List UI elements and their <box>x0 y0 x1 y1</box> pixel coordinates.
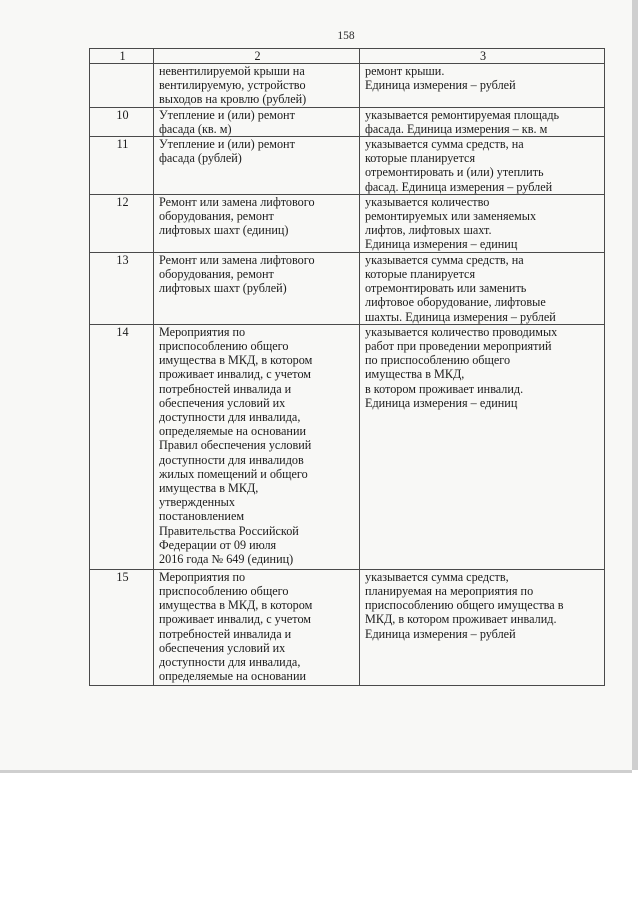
table-row <box>90 252 605 324</box>
row-number: 12 <box>90 194 154 252</box>
column-header: 3 <box>360 49 605 64</box>
row-number: 13 <box>90 252 154 324</box>
indicator-name: Мероприятия по приспособлению общего имущества в МКД, в котором проживает инвалид, с учетом потребностей инвалида и обеспечения условий их доступности для инвалида, определяемые на основании <box>154 569 360 685</box>
table-row <box>90 569 605 685</box>
indicator-name: Ремонт или замена лифтового оборудования, ремонт лифтовых шахт (единиц) <box>154 194 360 252</box>
row-number: 15 <box>90 569 154 685</box>
indicator-name: невентилируемой крыши на вентилируемую, устройство выходов на кровлю (рублей) <box>154 64 360 108</box>
page-number: 158 <box>337 30 355 42</box>
row-number: 14 <box>90 324 154 569</box>
indicator-description: ремонт крыши. Единица измерения – рублей <box>360 64 605 108</box>
column-header: 2 <box>154 49 360 64</box>
indicator-name: Утепление и (или) ремонт фасада (кв. м) <box>154 107 360 136</box>
indicator-description: указывается сумма средств, на которые планируется отремонтировать и (или) утеплить фасад. Единица измерения – рублей <box>360 137 605 195</box>
table-row <box>90 194 605 252</box>
indicator-name: Утепление и (или) ремонт фасада (рублей) <box>154 137 360 195</box>
table-row <box>90 137 605 195</box>
indicator-description: указывается сумма средств, на которые планируется отремонтировать или заменить лифтовое оборудование, лифтовые шахты. Единица измерения – рублей <box>360 252 605 324</box>
row-number <box>90 64 154 108</box>
indicator-description: указывается количество ремонтируемых или заменяемых лифтов, лифтовых шахт. Единица измерения – единиц <box>360 194 605 252</box>
indicator-description: указывается сумма средств, планируемая на мероприятия по приспособлению общего имущества в МКД, в котором проживает инвалид. Единица измерения – рублей <box>360 569 605 685</box>
indicators-table <box>89 48 605 686</box>
row-number: 11 <box>90 137 154 195</box>
indicator-description: указывается количество проводимых работ при проведении мероприятий по приспособлению общего имущества в МКД, в котором проживает инвалид. Единица измерения – единиц <box>360 324 605 569</box>
indicator-name: Ремонт или замена лифтового оборудования, ремонт лифтовых шахт (рублей) <box>154 252 360 324</box>
row-number: 10 <box>90 107 154 136</box>
indicator-description: указывается ремонтируемая площадь фасада. Единица измерения – кв. м <box>360 107 605 136</box>
table-header-row <box>90 49 605 64</box>
indicator-name: Мероприятия по приспособлению общего имущества в МКД, в котором проживает инвалид, с учетом потребностей инвалида и обеспечения условий их доступности для инвалида, определяемые на основании Правил обеспечения условий доступности для инвалидов жилых помещений и общего имущества в МКД, утвержденных постановлением Правительства Российской Федерации от 09 июля 2016 года № 649 (единиц) <box>154 324 360 569</box>
table-row <box>90 324 605 569</box>
column-header: 1 <box>90 49 154 64</box>
table-row <box>90 64 605 108</box>
table-row <box>90 107 605 136</box>
